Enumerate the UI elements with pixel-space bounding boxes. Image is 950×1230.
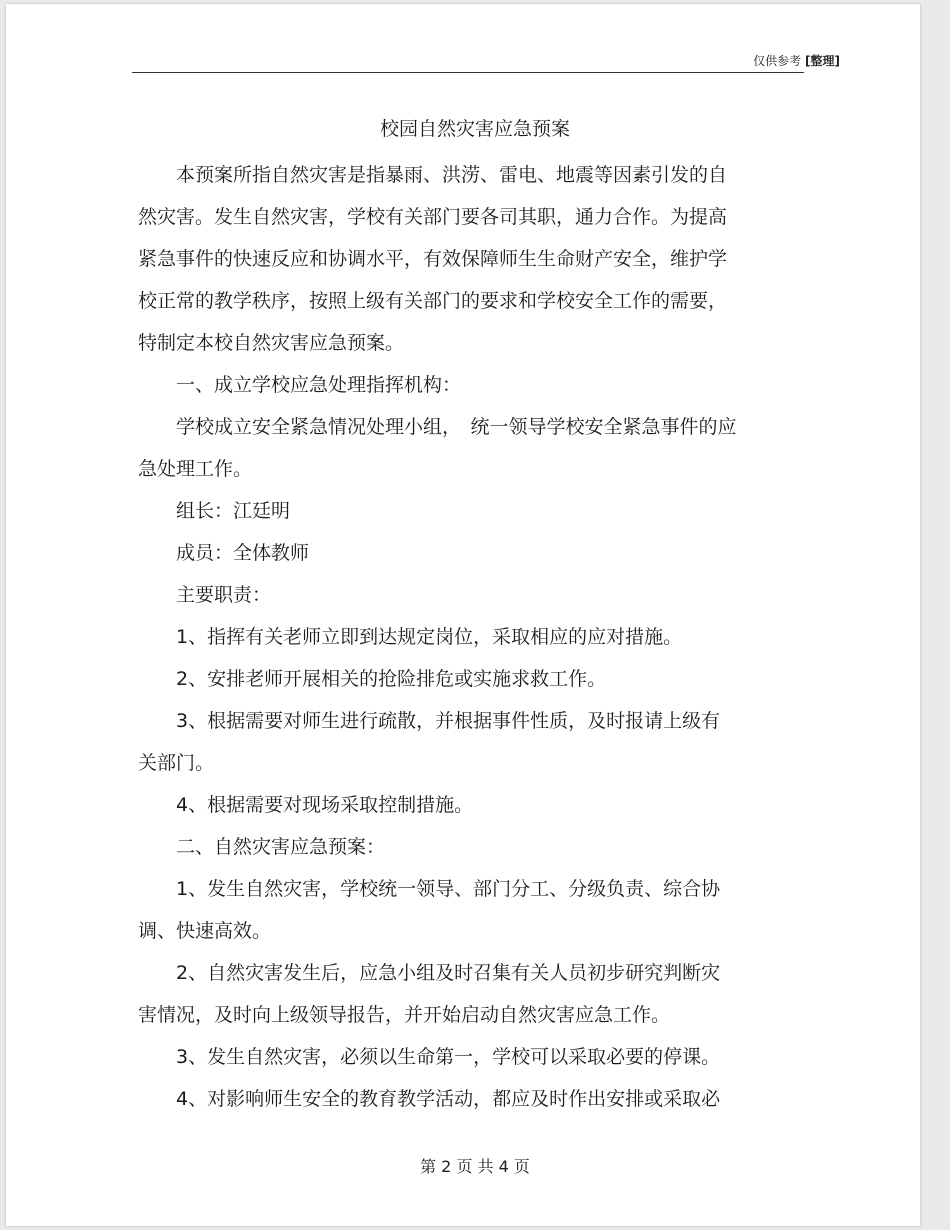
body-line: 关部门。 — [138, 752, 215, 774]
leader-line: 组长：江廷明 — [138, 500, 291, 522]
header-note — [753, 52, 840, 69]
body-line: 4、根据需要对现场采取控制措施。 — [138, 794, 474, 816]
body-line: 3、根据需要对师生进行疏散，并根据事件性质，及时报请上级有 — [138, 710, 721, 732]
body-line: 1、指挥有关老师立即到达规定岗位，采取相应的应对措施。 — [138, 626, 683, 648]
header-note-text: 仅供参考 — [753, 54, 802, 68]
body-line: 3、发生自然灾害，必须以生命第一，学校可以采取必要的停课。 — [138, 1046, 721, 1068]
body-line: 然灾害。发生自然灾害，学校有关部门要各司其职，通力合作。为提高 — [138, 206, 728, 228]
body-line: 4、对影响师生安全的教育教学活动，都应及时作出安排或采取必 — [138, 1088, 721, 1110]
body-line: 2、安排老师开展相关的抢险排危或实施求救工作。 — [138, 668, 607, 690]
page-number-footer: 第 2 页 共 4 页 — [420, 1157, 530, 1176]
members-line: 成员：全体教师 — [138, 542, 310, 564]
document-title: 校园自然灾害应急预案 — [379, 118, 570, 140]
body-line: 本预案所指自然灾害是指暴雨、洪涝、雷电、地震等因素引发的自 — [138, 164, 728, 186]
body-line: 学校成立安全紧急情况处理小组， 统一领导学校安全紧急事件的应 — [138, 416, 737, 438]
body-line: 紧急事件的快速反应和协调水平，有效保障师生生命财产安全，维护学 — [138, 248, 728, 270]
header-note-tag: [整理] — [805, 54, 840, 68]
body-line: 调、快速高效。 — [138, 920, 272, 942]
body-line: 急处理工作。 — [138, 458, 253, 480]
body-line: 2、自然灾害发生后，应急小组及时召集有关人员初步研究判断灾 — [138, 962, 721, 984]
header-divider — [132, 72, 804, 73]
section-heading-2: 二、自然灾害应急预案： — [138, 836, 386, 858]
body-line: 害情况，及时向上级领导报告，并开始启动自然灾害应急工作。 — [138, 1004, 671, 1026]
document-body — [138, 154, 798, 1120]
body-line: 校正常的教学秩序，按照上级有关部门的要求和学校安全工作的需要， — [138, 290, 728, 312]
body-line: 特制定本校自然灾害应急预案。 — [138, 332, 405, 354]
section-heading-1: 一、成立学校应急处理指挥机构： — [138, 374, 462, 396]
body-line: 1、发生自然灾害，学校统一领导、部门分工、分级负责、综合协 — [138, 878, 721, 900]
duties-heading: 主要职责： — [138, 584, 272, 606]
